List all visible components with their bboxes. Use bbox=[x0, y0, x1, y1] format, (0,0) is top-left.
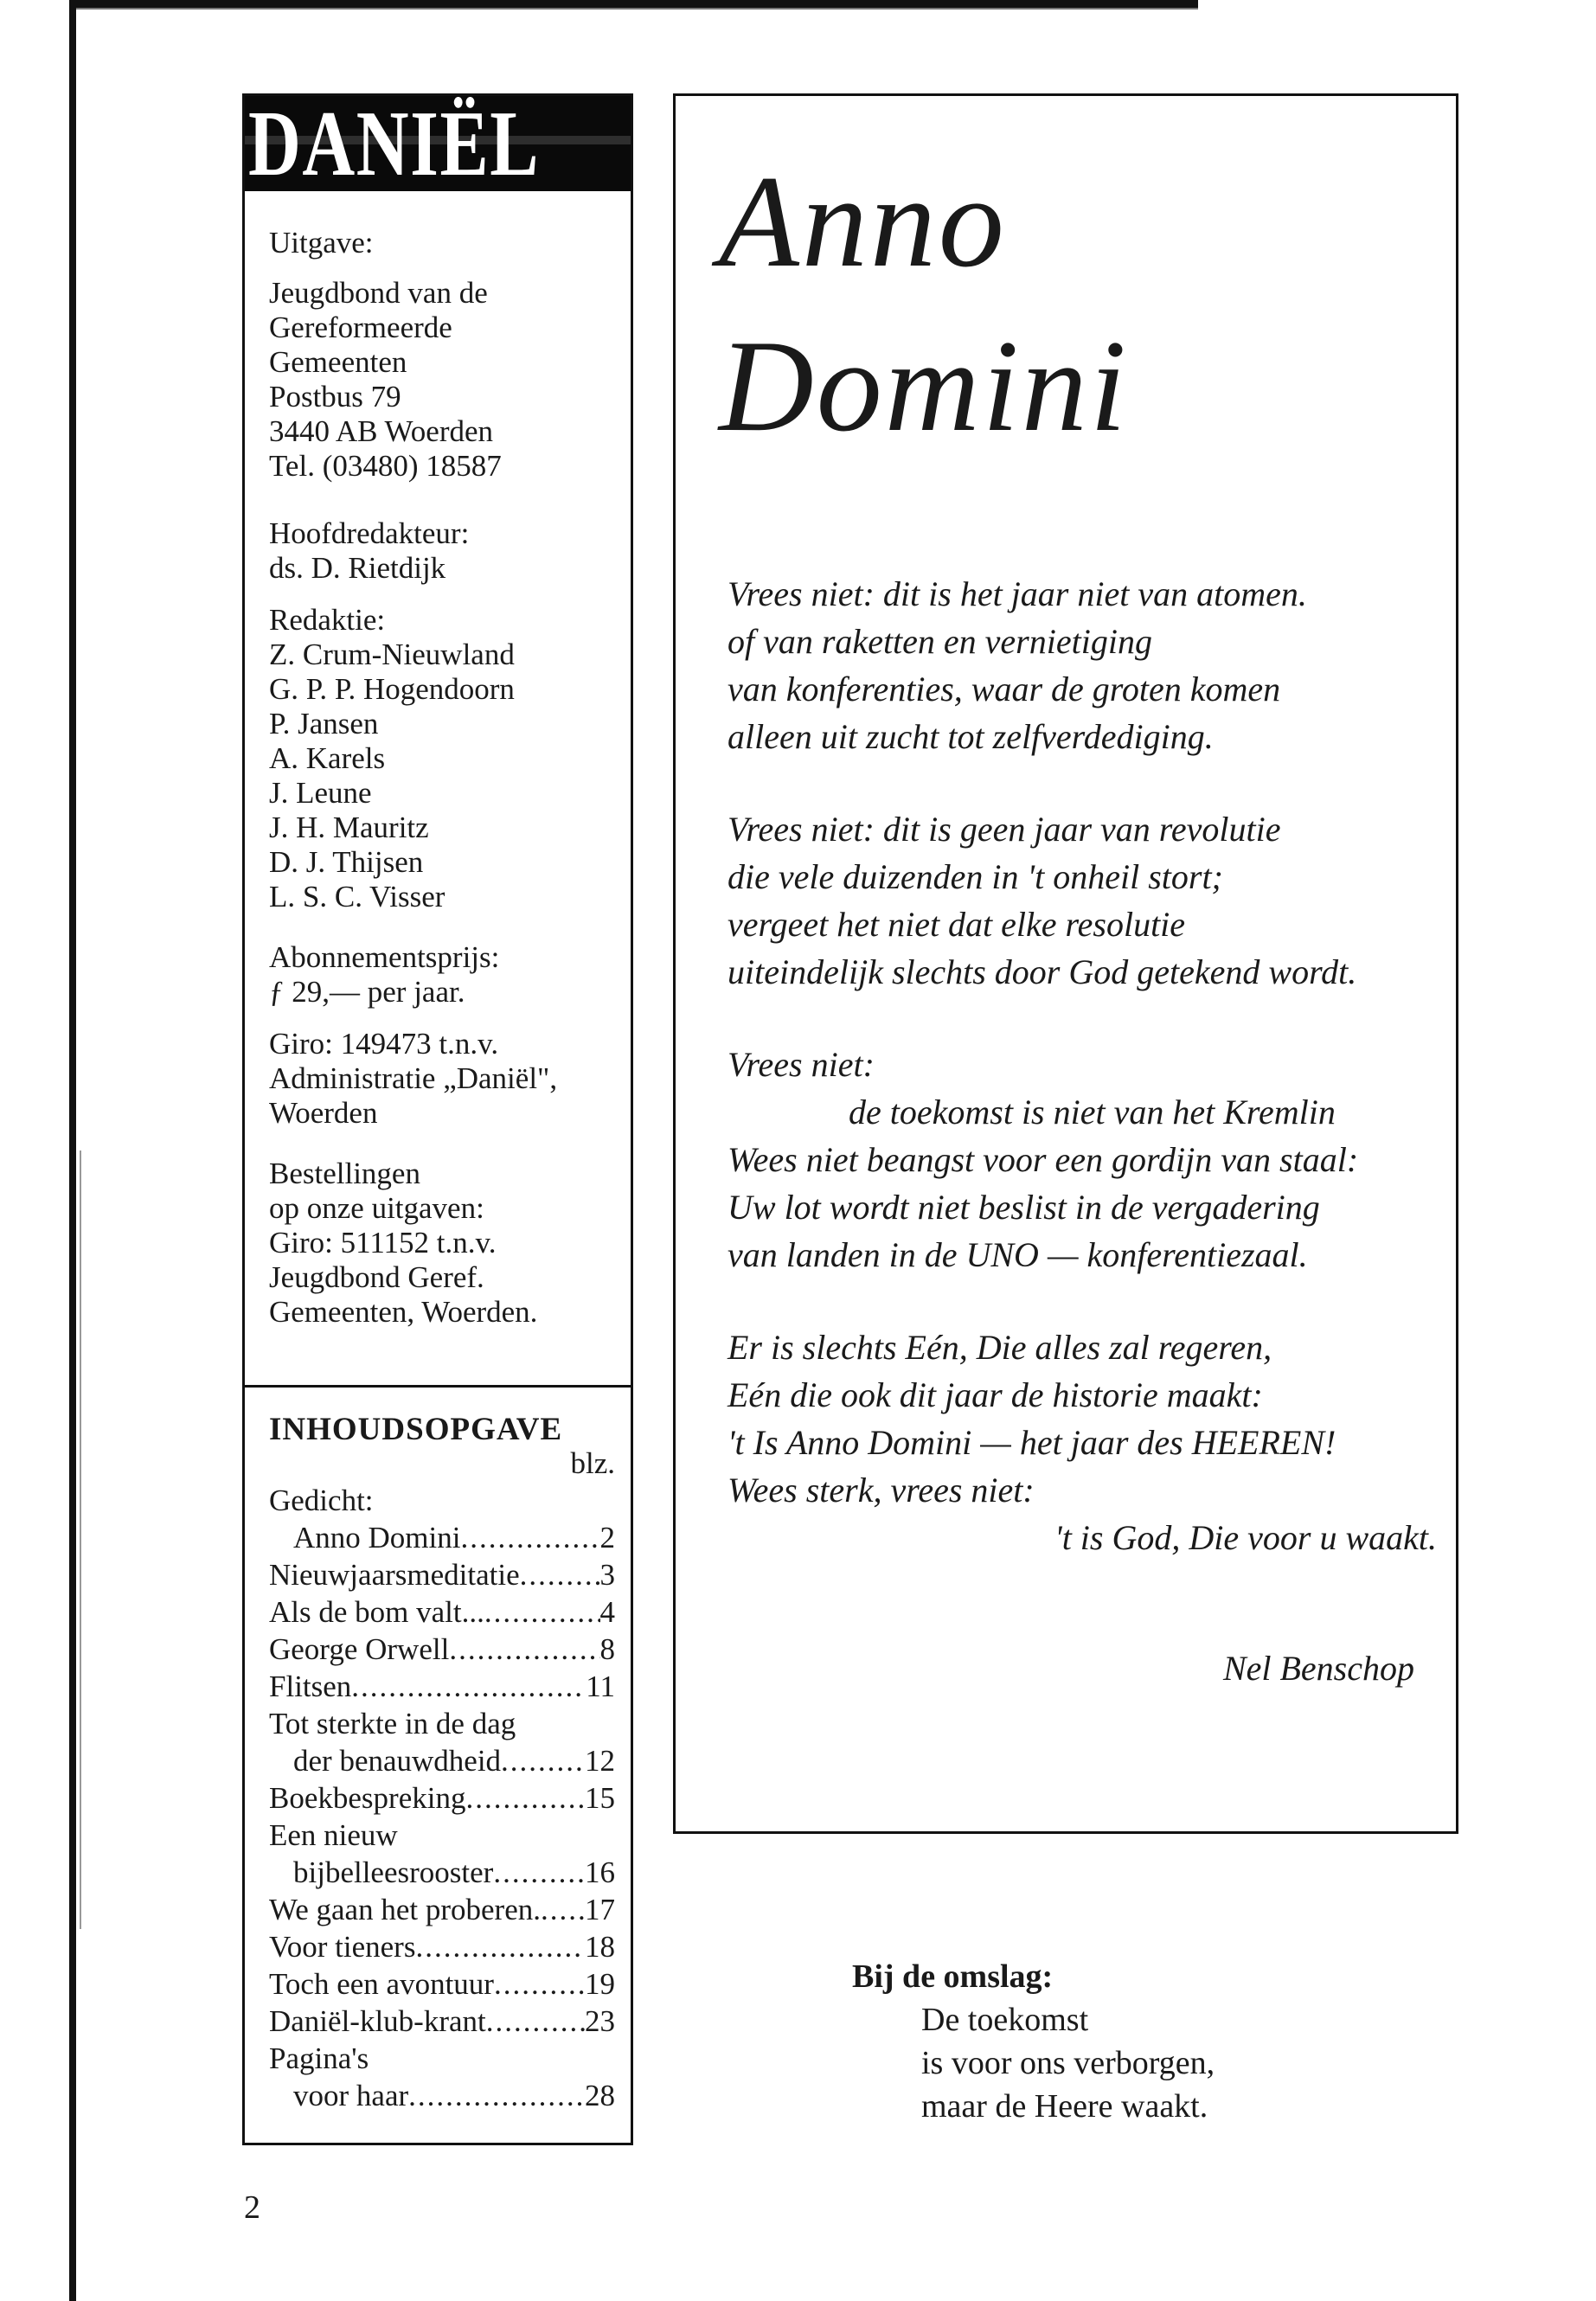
publisher-label: Uitgave: bbox=[269, 226, 374, 260]
poem-line: Er is slechts Eén, Die alles zal regeren, bbox=[727, 1328, 1272, 1367]
toc-entry bbox=[269, 1891, 615, 1928]
publisher-line: Gereformeerde bbox=[269, 311, 452, 344]
colophon-box bbox=[242, 93, 633, 2145]
staff-member: D. J. Thijsen bbox=[269, 845, 424, 879]
poem-line: Wees sterk, vrees niet: bbox=[727, 1471, 1035, 1509]
toc-entry-title: Als de bom valt... bbox=[269, 1595, 484, 1629]
toc-entry-title: Anno Domini bbox=[293, 1521, 461, 1554]
toc-entry-page: 11 bbox=[586, 1670, 615, 1703]
publisher-block bbox=[269, 226, 632, 484]
poem-line: uiteindelijk slechts door God getekend wordt. bbox=[727, 952, 1357, 991]
poem-stanza bbox=[727, 570, 1437, 760]
masthead-title: DANIËL bbox=[248, 96, 541, 191]
toc-entry-page: 12 bbox=[585, 1744, 615, 1778]
publisher-line: Tel. (03480) 18587 bbox=[269, 449, 502, 483]
toc-entry bbox=[269, 1668, 615, 1705]
poem-stanza bbox=[727, 805, 1437, 996]
toc-entry-title: Nieuwjaarsmeditatie bbox=[269, 1558, 520, 1592]
toc-entry-page: 19 bbox=[585, 1967, 615, 2001]
poem-title-line: Domini bbox=[719, 313, 1129, 458]
staff-member: G. P. P. Hogendoorn bbox=[269, 672, 515, 706]
poem-line: 't is God, Die voor u waakt. bbox=[1054, 1518, 1437, 1557]
cover-note-heading: Bij de omslag: bbox=[852, 1958, 1054, 1995]
toc-entry-title: Boekbespreking bbox=[269, 1781, 466, 1815]
toc-entry-title: bijbelleesrooster bbox=[293, 1856, 494, 1889]
staff-block bbox=[269, 603, 632, 914]
poem-line: alleen uit zucht tot zelfverdediging. bbox=[727, 717, 1214, 756]
toc-entry-title: Flitsen bbox=[269, 1670, 352, 1703]
poem-line: die vele duizenden in 't onheil stort; bbox=[727, 857, 1223, 896]
toc-entry-prefix: Tot sterkte in de dag bbox=[269, 1707, 516, 1740]
orders-block bbox=[269, 1157, 632, 1330]
poem-line: Vrees niet: dit is het jaar niet van atomen. bbox=[727, 574, 1307, 613]
toc-entry bbox=[269, 1742, 615, 1779]
toc-entry-title: Toch een avontuur bbox=[269, 1967, 494, 2001]
toc-entry-page: 2 bbox=[599, 1521, 615, 1554]
colophon-info bbox=[269, 226, 632, 1347]
staff-member: J. H. Mauritz bbox=[269, 811, 429, 844]
editor-label: Hoofdredakteur: bbox=[269, 516, 470, 550]
poem-box bbox=[673, 93, 1458, 1834]
editor-name: ds. D. Rietdijk bbox=[269, 551, 446, 585]
toc-entry-page: 28 bbox=[585, 2079, 615, 2112]
toc-entry bbox=[269, 1519, 615, 1556]
toc-entry bbox=[269, 1965, 615, 2003]
poem-line: de toekomst is niet van het Kremlin bbox=[849, 1093, 1336, 1131]
poem-stanza bbox=[727, 1041, 1437, 1279]
subscription-label: Abonnementsprijs: bbox=[269, 940, 500, 974]
toc-entry bbox=[269, 1779, 615, 1817]
poem-line: van landen in de UNO — konferentiezaal. bbox=[727, 1235, 1308, 1274]
orders-line: Jeugdbond Geref. bbox=[269, 1260, 484, 1294]
scan-edge-bar bbox=[69, 0, 76, 2301]
toc-entry bbox=[269, 1631, 615, 1668]
toc-entry-page: 16 bbox=[585, 1856, 615, 1889]
toc-entry bbox=[269, 1593, 615, 1631]
toc-entry bbox=[269, 1854, 615, 1891]
toc-entry bbox=[269, 1556, 615, 1593]
poem-line: Vrees niet: dit is geen jaar van revolutie bbox=[727, 810, 1281, 849]
toc-entry-page: 8 bbox=[599, 1632, 615, 1666]
orders-line: Gemeenten, Woerden. bbox=[269, 1295, 538, 1329]
editor-block bbox=[269, 516, 632, 586]
toc-entry-page: 23 bbox=[585, 2004, 615, 2038]
publisher-line: 3440 AB Woerden bbox=[269, 414, 494, 448]
toc-entry-prefix: Pagina's bbox=[269, 2041, 369, 2075]
toc-entry-title: We gaan het proberen. bbox=[269, 1893, 541, 1926]
top-rule-thin bbox=[74, 8, 1198, 10]
staff-label: Redaktie: bbox=[269, 603, 386, 637]
giro-line: Woerden bbox=[269, 1096, 378, 1130]
table-of-contents bbox=[269, 1411, 615, 2114]
cover-note-line: is voor ons verborgen, bbox=[921, 2045, 1215, 2081]
staff-member: P. Jansen bbox=[269, 707, 379, 740]
staff-member: A. Karels bbox=[269, 741, 386, 775]
orders-line: Bestellingen bbox=[269, 1157, 420, 1190]
cover-note-line: maar de Heere waakt. bbox=[921, 2088, 1208, 2125]
toc-entry-title: Daniël-klub-krant bbox=[269, 2004, 486, 2038]
toc-entry-page: 17 bbox=[585, 1893, 615, 1926]
toc-entry-title: voor haar bbox=[293, 2079, 409, 2112]
staff-member: Z. Crum-Nieuwland bbox=[269, 638, 515, 671]
toc-entry-title: der benauwdheid bbox=[293, 1744, 502, 1778]
cover-note bbox=[852, 1955, 1371, 2128]
toc-entry-prefix: Een nieuw bbox=[269, 1818, 398, 1852]
scan-edge-line bbox=[80, 1150, 81, 1929]
toc-entry-prefix: Gedicht: bbox=[269, 1484, 374, 1517]
toc-entry bbox=[269, 2003, 615, 2040]
toc-entry-page: 3 bbox=[599, 1558, 615, 1592]
orders-line: op onze uitgaven: bbox=[269, 1191, 484, 1225]
staff-member: L. S. C. Visser bbox=[269, 880, 445, 913]
poem-line: Eén die ook dit jaar de historie maakt: bbox=[727, 1375, 1263, 1414]
poem-line: Vrees niet: bbox=[727, 1045, 875, 1084]
cover-note-body bbox=[921, 1998, 1371, 2128]
toc-heading: INHOUDSOPGAVE bbox=[269, 1412, 563, 1447]
top-rule bbox=[74, 0, 1198, 8]
publisher-line: Gemeenten bbox=[269, 345, 407, 379]
poem-title-line: Anno bbox=[719, 149, 1007, 294]
toc-entry-title: Voor tieners bbox=[269, 1930, 416, 1964]
poem-line: vergeet het niet dat elke resolutie bbox=[727, 905, 1186, 944]
toc-entry-page: 4 bbox=[599, 1595, 615, 1629]
subscription-price: ƒ 29,— per jaar. bbox=[269, 975, 465, 1009]
publisher-line: Jeugdbond van de bbox=[269, 276, 488, 310]
poem-title bbox=[719, 139, 1428, 468]
giro-line: Giro: 149473 t.n.v. bbox=[269, 1027, 499, 1061]
poem-line: Uw lot wordt niet beslist in de vergadering bbox=[727, 1188, 1320, 1227]
poem-stanza bbox=[727, 1324, 1437, 1561]
poem-line: van konferenties, waar de groten komen bbox=[727, 670, 1281, 708]
toc-entry-page: 15 bbox=[585, 1781, 615, 1815]
poem-author: Nel Benschop bbox=[1222, 1649, 1414, 1688]
cover-note-line: De toekomst bbox=[921, 2002, 1089, 2038]
orders-line: Giro: 511152 t.n.v. bbox=[269, 1226, 497, 1259]
poem-line: Wees niet beangst voor een gordijn van staal: bbox=[727, 1140, 1359, 1179]
publisher-line: Postbus 79 bbox=[269, 380, 401, 413]
staff-member: J. Leune bbox=[269, 776, 372, 810]
toc-page-label: blz. bbox=[570, 1446, 615, 1480]
poem-line: 't Is Anno Domini — het jaar des HEEREN! bbox=[727, 1423, 1336, 1462]
giro-line: Administratie „Daniël", bbox=[269, 1061, 558, 1095]
toc-entry bbox=[269, 2077, 615, 2114]
toc-entry-page: 18 bbox=[585, 1930, 615, 1964]
toc-entry-title: George Orwell bbox=[269, 1632, 450, 1666]
subscription-block bbox=[269, 940, 632, 1009]
poem-body bbox=[727, 570, 1437, 1606]
toc-entry bbox=[269, 1928, 615, 1965]
colophon-divider bbox=[245, 1385, 631, 1388]
poem-line: of van raketten en vernietiging bbox=[727, 622, 1152, 661]
giro-block bbox=[269, 1027, 632, 1131]
masthead-logo bbox=[245, 96, 631, 191]
page-number: 2 bbox=[244, 2189, 260, 2226]
